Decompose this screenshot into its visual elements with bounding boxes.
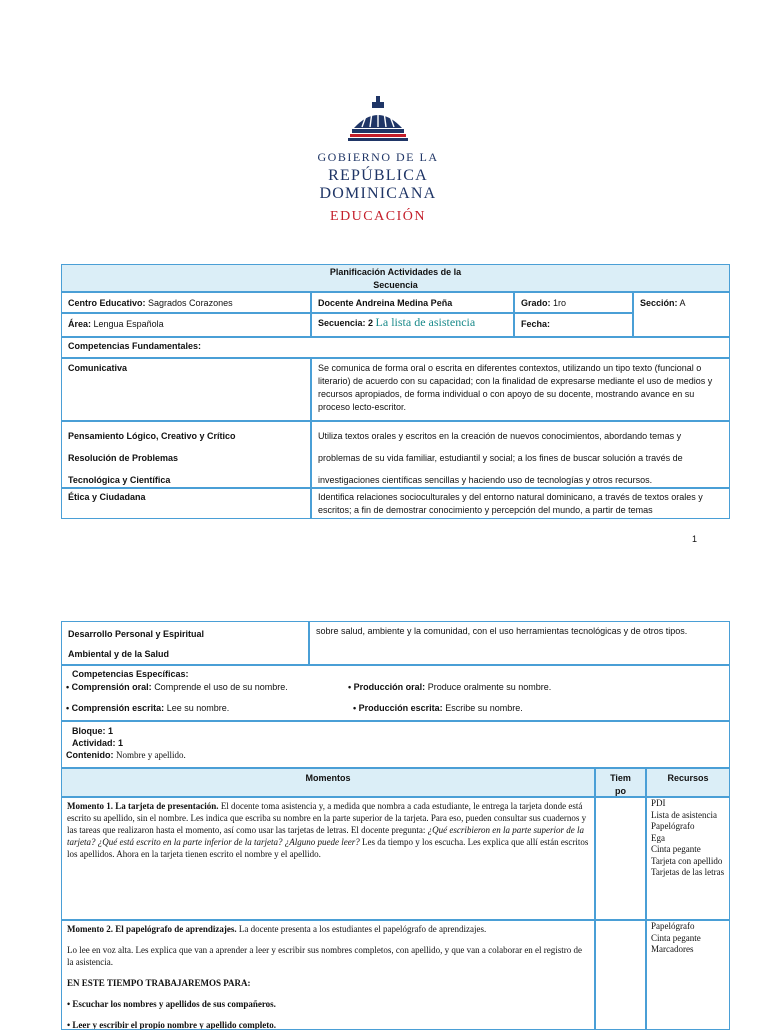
r1-item: Tarjeta con apellido [651,855,723,866]
contenido-text: Nombre y apellido. [116,750,186,760]
m2-line1 [67,923,589,935]
m1-title: Momento 1. La tarjeta de presentación. [67,801,219,811]
centro-value: Sagrados Corazones [148,298,233,308]
m2-title: Momento 2. El papelógrafo de aprendizajes. [67,924,237,934]
comprension-oral [66,681,288,694]
pensamiento-cell [61,421,311,488]
produccion-oral [348,681,551,694]
r1-item: PDI [651,798,666,808]
grado-value: 1ro [553,298,567,308]
m1-recursos [646,797,730,920]
m2-tiempo [595,920,646,1030]
area-cell [61,313,311,337]
momento-1 [61,797,595,920]
r1-item: Lista de asistencia [651,809,717,820]
secuencia-cell [311,313,514,337]
po-text: Produce oralmente su nombre. [427,682,552,692]
logo-line2: REPÚBLICA DOMINICANA [319,167,437,202]
competencias-especificas [61,665,730,721]
momentos-header: Momentos [61,768,595,797]
centro-label: Centro Educativo: [68,298,146,308]
comp-esp-title: Competencias Específicas: [72,669,189,679]
pensamiento-text-3: investigaciones científicas sencillas y haciendo uso de tecnologías y otros recursos. [318,475,653,485]
logo-line3: EDUCACIÓN [330,209,426,224]
contenido-label: Contenido: [66,750,114,760]
m2-heading: EN ESTE TIEMPO TRABAJAREMOS PARA: [67,978,251,988]
m1-text1: El docente toma asistencia y, a medida que nombra a cada estudiante, le entrega la tarjeta donde está escrito su apellido, sin el nombre. Les indica que escriba su nombre en la parte superior de la tarjeta. Para eso, pueden consultar sus cuadernos y las tareas que realizaron hasta el momento, así como usar las tarjetas de letras. El docente pregunta: [67,801,587,835]
co-label: • Comprensión oral: [66,682,152,692]
r2-item: Papelógrafo [651,921,695,931]
r1-item: Papelógrafo [651,821,695,831]
etica-text: Identifica relaciones socioculturales y del entorno natural dominicano, a través de textos orales y escritos; a fin de demostrar conocimiento y percepción del mundo, a partir de temas [311,488,730,519]
ambiental-label: Ambiental y de la Salud [68,649,170,659]
bloque: Bloque: 1 [72,726,114,736]
m2-text1: La docente presenta a los estudiantes el papelógrafo de aprendizajes. [238,924,487,934]
recursos-header: Recursos [646,768,730,797]
desarrollo-cell [61,621,309,665]
docente-cell: Docente Andreina Medina Peña [311,292,514,313]
r1-item: Cinta pegante [651,844,701,854]
area-value: Lengua Española [93,319,164,329]
page-number: 1 [692,534,698,544]
tiempo-header: Tiem po [595,768,646,797]
actividad: Actividad: 1 [72,738,124,748]
area-label: Área: [68,319,92,329]
desarrollo-label: Desarrollo Personal y Espiritual [68,629,205,639]
dome-emblem-icon [348,96,408,144]
pensamiento-text-cell [311,421,730,488]
seccion-value: A [679,298,686,308]
seccion-cell [633,292,730,337]
m2-bullet2: • Leer y escribir el propio nombre y apellido completo. [67,1020,276,1030]
bloque-cell [61,721,730,768]
po-label: • Producción oral: [348,682,426,692]
secuencia-value: La lista de asistencia [375,315,476,329]
desarrollo-text: sobre salud, ambiente y la comunidad, con el uso herramientas tecnológicas y de otros tipos. [309,621,730,665]
comprension-escrita [66,702,229,715]
seccion-label: Sección: [640,298,678,308]
pe-label: • Producción escrita: [353,703,443,713]
m2-bullet1: • Escuchar los nombres y apellidos de sus compañeros. [67,999,276,1009]
m1-text2: Les da tiempo y los escucha. Les explica que allí están escritos los apellidos. Ahora en la tarjeta tienen escrito el nombre y el apellido. [67,837,589,859]
competencias-fundamentales: Competencias Fundamentales: [61,337,730,358]
logo-line1: GOBIERNO DE LA [317,150,439,164]
tecnologica-label: Tecnológica y Científica [68,475,171,485]
table-title: Planificación Actividades de la Secuencia [61,264,730,292]
m2-recursos [646,920,730,1030]
comunicativa-text: Se comunica de forma oral o escrita en diferentes contextos, utilizando un tipo texto (funcional o literario) de acuerdo con su capacidad; con la finalidad de expresarse mediante el uso de medios y recursos apropiados, de forma individual o con apoyo de su docente, mostrando avance en su proceso lecto-escritor. [311,358,730,421]
logo [270,96,486,225]
pensamiento-text-1: Utiliza textos orales y escritos en la creación de nuevos conocimientos, abordando temas y [318,431,682,441]
centro-cell [61,292,311,313]
r2-item: Marcadores [651,944,694,954]
momento-2 [61,920,595,1030]
r1-item: Tarjetas de las letras [651,867,725,877]
m2-text2: Lo lee en voz alta. Les explica que van a aprender a leer y escribir sus nombres completos, con apellido, y que van a colaborar en el registro de la asistencia. [67,945,583,967]
fecha-cell: Fecha: [514,313,633,337]
secuencia-label: Secuencia: 2 [318,318,374,328]
pensamiento-label: Pensamiento Lógico, Creativo y Crítico [68,431,236,441]
contenido [66,749,725,761]
resolucion-label: Resolución de Problemas [68,453,179,463]
co-text: Comprende el uso de su nombre. [154,682,288,692]
r1-item: Ega [651,832,665,843]
ce-label: • Comprensión escrita: [66,703,165,713]
produccion-escrita [353,702,523,715]
grado-label: Grado: [521,298,551,308]
r2-item: Cinta pegante [651,932,701,943]
etica-label: Ética y Ciudadana [61,488,311,519]
comunicativa-label: Comunicativa [61,358,311,421]
pe-text: Escribe su nombre. [445,703,523,713]
grado-cell [514,292,633,313]
m1-italic: ¿Qué escribieron en la parte superior de la tarjeta? ¿Qué está escrito en la parte inferior de la tarjeta? ¿Alguno puede leer? [67,825,585,847]
ce-text: Lee su nombre. [166,703,230,713]
m1-tiempo [595,797,646,920]
pensamiento-text-2: problemas de su vida familiar, estudiantil y social; a los fines de buscar solución a través de [318,453,683,463]
